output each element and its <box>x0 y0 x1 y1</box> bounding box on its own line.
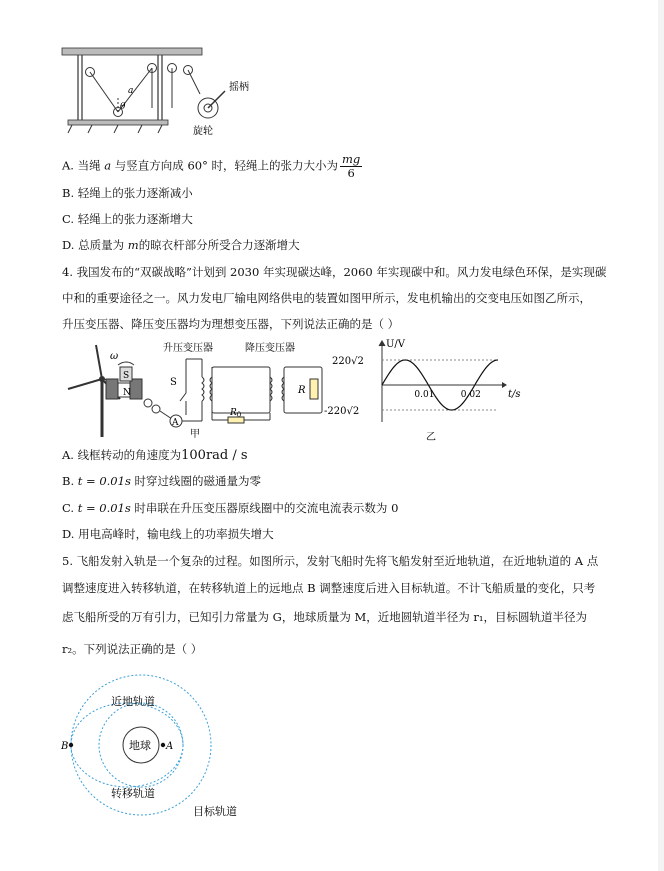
voltage-chart-svg <box>324 338 521 443</box>
y-tick-max: 220√2 <box>332 356 364 367</box>
q4-option-c <box>62 501 398 515</box>
q4-option-d: D. 用电高峰时，输电线上的功率损失增大 <box>62 527 274 541</box>
q3-option-c: C. 轻绳上的张力逐渐增大 <box>62 212 193 226</box>
switch-s-label: S <box>170 377 177 388</box>
q3-option-a <box>62 153 362 180</box>
point-b-label: B <box>61 741 69 752</box>
q3-option-d-var: m <box>127 238 139 252</box>
power-transmission-figure <box>62 337 334 442</box>
rope-a-label: a <box>128 86 134 96</box>
point-a-label: A <box>166 741 174 752</box>
ammeter-label: A <box>172 418 179 428</box>
q4-stem-line1: 4. 我国发布的“双碳战略”计划到 2030 年实现碳达峰，2060 年实现碳中和。风力发电绿色环保，是实现碳 <box>62 265 607 279</box>
r0-label <box>229 408 241 419</box>
earth-label: 地球 <box>129 739 151 752</box>
load-r-label: R <box>298 385 306 396</box>
near-orbit-label: 近地轨道 <box>111 695 155 708</box>
fig-yi-label: 乙 <box>426 432 436 443</box>
chart-axes <box>379 341 507 422</box>
q3-option-d-prefix: D. 总质量为 <box>62 238 128 252</box>
q4-option-c-prefix: C. <box>62 501 78 515</box>
q3-option-a-prefix: A. 当绳 <box>62 158 105 173</box>
clothes-rack-figure <box>60 46 260 141</box>
x-axis-label: t/s <box>508 389 521 400</box>
q4-stem-line3: 升压变压器、降压变压器均为理想变压器，下列说法正确的是（ ） <box>62 317 400 331</box>
q4-option-b <box>62 474 261 488</box>
q5-stem-line2: 调整速度进入转移轨道，在转移轨道上的远地点 B 调整速度后进入目标轨道。不计飞船质量的变化，只考 <box>62 581 596 595</box>
q4-option-a <box>62 448 248 463</box>
q4-option-c-eq: t = 0.01s <box>77 501 131 515</box>
chart-labels <box>324 339 521 443</box>
y-tick-min: -220√2 <box>324 406 360 417</box>
q5-stem-line4: r₂。下列说法正确的是（ ） <box>62 642 203 656</box>
y-axis-arrow <box>379 341 385 346</box>
q3-option-a-text: 与竖直方向成 60° 时，轻绳上的张力大小为 <box>111 158 338 173</box>
q4-option-a-value: 100rad / s <box>181 448 248 463</box>
scrollbar[interactable] <box>658 0 664 871</box>
q4-option-b-eq: t = 0.01s <box>77 474 131 488</box>
mg-over-6-fraction <box>340 153 362 180</box>
r0-subscript: 0 <box>236 411 242 419</box>
q3-option-b: B. 轻绳上的张力逐渐减小 <box>62 186 193 200</box>
q4-option-a-text: A. 线框转动的角速度为 <box>62 448 182 462</box>
fraction-numerator: mg <box>342 152 361 166</box>
q4-option-c-text: 时串联在升压变压器原线圈中的交流电流表示数为 0 <box>130 501 399 515</box>
voltage-chart <box>324 338 521 443</box>
pole-s: S <box>123 371 130 381</box>
pole-n: N <box>123 388 131 398</box>
q3-option-d <box>62 238 300 252</box>
fraction-denominator: 6 <box>347 166 355 180</box>
q5-stem-line3: 虑飞船所受的万有引力，已知引力常量为 G，地球质量为 M，近地圆轨道半径为 r₁，目标圆轨道半径为 <box>62 610 588 624</box>
transfer-orbit-label: 转移轨道 <box>111 787 155 800</box>
theta-label: θ <box>120 102 126 112</box>
x-axis-arrow <box>502 382 507 388</box>
x-tick-label: 0.01 <box>414 390 435 400</box>
step-down-transformer-label: 降压变压器 <box>245 343 295 354</box>
step-up-transformer-label: 升压变压器 <box>163 343 213 354</box>
orbit-figure <box>55 675 275 825</box>
q5-stem-line1: 5. 飞船发射入轨是一个复杂的过程。如图所示，发射飞船时先将飞船发射至近地轨道，在近地轨道的 A 点 <box>62 554 599 568</box>
q4-option-b-prefix: B. <box>62 474 78 488</box>
crank-label: 摇柄 <box>229 82 249 93</box>
q3-option-a-var: a <box>104 158 112 173</box>
omega-label: ω <box>110 351 119 362</box>
wheel-label: 旋轮 <box>193 126 213 137</box>
r0-letter: R <box>230 408 237 418</box>
y-axis-label: U/V <box>386 339 406 350</box>
x-tick-label: 0.02 <box>460 390 481 400</box>
q4-option-b-text: 时穿过线圈的磁通量为零 <box>130 474 261 488</box>
q4-stem-line2: 中和的重要途径之一。风力发电厂输电网络供电的装置如图甲所示，发电机输出的交变电压如图乙所示， <box>62 291 591 305</box>
fig-jia-label: 甲 <box>190 429 200 440</box>
q3-option-d-text: 的晾衣杆部分所受合力逐渐增大 <box>138 238 300 252</box>
target-orbit-label: 目标轨道 <box>193 805 237 818</box>
